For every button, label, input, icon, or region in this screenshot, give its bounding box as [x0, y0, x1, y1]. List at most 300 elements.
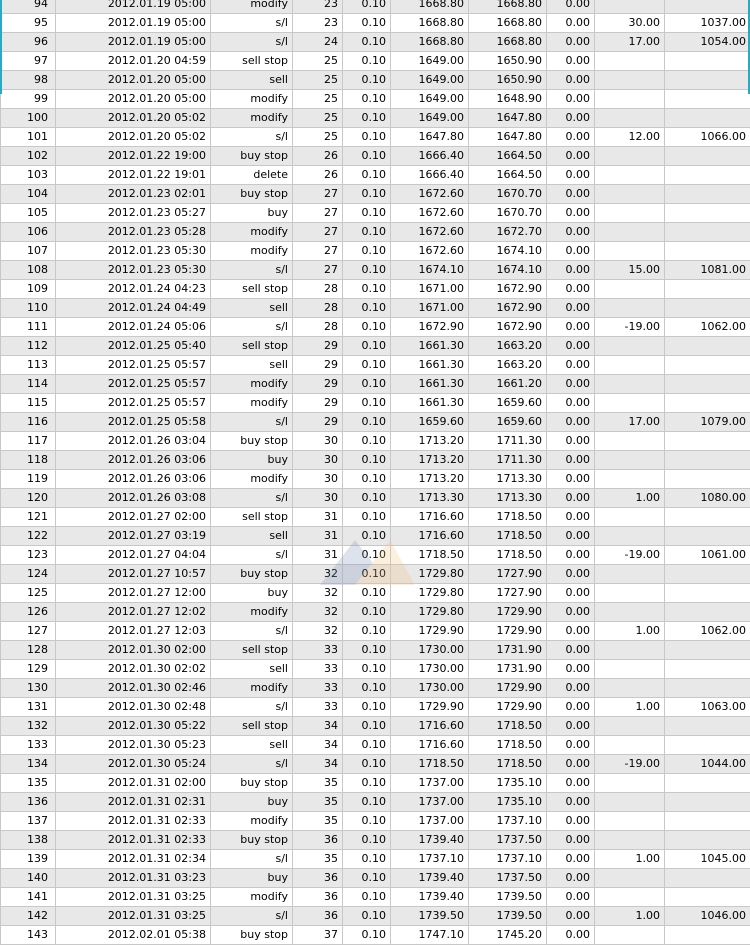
- cell-size: 0.10: [343, 926, 391, 945]
- cell-size: 0.10: [343, 280, 391, 299]
- cell-order: 36: [293, 831, 343, 850]
- cell-stop-loss: 1659.60: [469, 394, 547, 413]
- cell-balance: 1061.00: [665, 546, 750, 565]
- cell-type: buy: [211, 584, 293, 603]
- table-row[interactable]: [1, 242, 750, 261]
- cell-take-profit: 0.00: [547, 622, 595, 641]
- cell-order: 29: [293, 394, 343, 413]
- cell-order: 29: [293, 337, 343, 356]
- cell-stop-loss: 1718.50: [469, 546, 547, 565]
- cell-order: 25: [293, 128, 343, 147]
- cell-type: modify: [211, 90, 293, 109]
- cell-time: 2012.01.27 12:00: [56, 584, 211, 603]
- cell-index: 131: [1, 698, 56, 717]
- cell-index: 116: [1, 413, 56, 432]
- table-row[interactable]: [1, 508, 750, 527]
- table-row[interactable]: [1, 356, 750, 375]
- cell-size: 0.10: [343, 508, 391, 527]
- cell-size: 0.10: [343, 489, 391, 508]
- cell-take-profit: 0.00: [547, 52, 595, 71]
- cell-price: 1713.20: [391, 432, 469, 451]
- cell-balance: [665, 774, 750, 793]
- cell-size: 0.10: [343, 660, 391, 679]
- table-row[interactable]: [1, 850, 750, 869]
- cell-take-profit: 0.00: [547, 204, 595, 223]
- table-row[interactable]: [1, 52, 750, 71]
- cell-order: 28: [293, 280, 343, 299]
- cell-index: 139: [1, 850, 56, 869]
- table-row[interactable]: [1, 888, 750, 907]
- cell-time: 2012.01.25 05:57: [56, 394, 211, 413]
- cell-take-profit: 0.00: [547, 869, 595, 888]
- cell-index: 105: [1, 204, 56, 223]
- cell-balance: [665, 527, 750, 546]
- cell-time: 2012.01.20 04:59: [56, 52, 211, 71]
- cell-order: 33: [293, 660, 343, 679]
- cell-time: 2012.01.23 05:27: [56, 204, 211, 223]
- table-row[interactable]: [1, 774, 750, 793]
- table-row[interactable]: [1, 584, 750, 603]
- table-row[interactable]: [1, 337, 750, 356]
- cell-profit: [595, 888, 665, 907]
- table-row[interactable]: [1, 565, 750, 584]
- cell-price: 1737.10: [391, 850, 469, 869]
- cell-price: 1672.60: [391, 185, 469, 204]
- cell-time: 2012.01.30 05:23: [56, 736, 211, 755]
- cell-order: 33: [293, 641, 343, 660]
- cell-balance: [665, 869, 750, 888]
- cell-profit: 15.00: [595, 261, 665, 280]
- cell-stop-loss: 1668.80: [469, 14, 547, 33]
- cell-balance: [665, 679, 750, 698]
- table-row[interactable]: [1, 109, 750, 128]
- table-row[interactable]: [1, 432, 750, 451]
- cell-balance: [665, 0, 750, 14]
- table-row[interactable]: [1, 375, 750, 394]
- cell-time: 2012.01.31 03:25: [56, 888, 211, 907]
- cell-index: 118: [1, 451, 56, 470]
- table-row[interactable]: [1, 470, 750, 489]
- cell-price: 1718.50: [391, 755, 469, 774]
- cell-take-profit: 0.00: [547, 774, 595, 793]
- cell-type: s/l: [211, 261, 293, 280]
- cell-time: 2012.01.23 05:30: [56, 242, 211, 261]
- cell-profit: [595, 90, 665, 109]
- cell-profit: [595, 375, 665, 394]
- cell-price: 1729.90: [391, 698, 469, 717]
- cell-balance: 1080.00: [665, 489, 750, 508]
- cell-profit: [595, 831, 665, 850]
- cell-index: 124: [1, 565, 56, 584]
- table-row[interactable]: [1, 185, 750, 204]
- cell-type: modify: [211, 603, 293, 622]
- cell-price: 1737.00: [391, 793, 469, 812]
- cell-stop-loss: 1663.20: [469, 356, 547, 375]
- cell-take-profit: 0.00: [547, 755, 595, 774]
- cell-price: 1716.60: [391, 736, 469, 755]
- cell-order: 30: [293, 432, 343, 451]
- cell-take-profit: 0.00: [547, 90, 595, 109]
- cell-index: 138: [1, 831, 56, 850]
- table-row[interactable]: [1, 147, 750, 166]
- cell-price: 1649.00: [391, 52, 469, 71]
- cell-index: 120: [1, 489, 56, 508]
- cell-type: sell: [211, 356, 293, 375]
- cell-price: 1737.00: [391, 774, 469, 793]
- cell-take-profit: 0.00: [547, 318, 595, 337]
- cell-balance: [665, 603, 750, 622]
- cell-type: modify: [211, 223, 293, 242]
- cell-time: 2012.01.23 02:01: [56, 185, 211, 204]
- cell-profit: [595, 147, 665, 166]
- cell-balance: [665, 565, 750, 584]
- cell-index: 107: [1, 242, 56, 261]
- table-row[interactable]: [1, 318, 750, 337]
- cell-take-profit: 0.00: [547, 926, 595, 945]
- cell-index: 141: [1, 888, 56, 907]
- cell-index: 125: [1, 584, 56, 603]
- table-row[interactable]: [1, 755, 750, 774]
- cell-profit: [595, 109, 665, 128]
- cell-size: 0.10: [343, 356, 391, 375]
- table-row[interactable]: [1, 907, 750, 926]
- cell-take-profit: 0.00: [547, 660, 595, 679]
- cell-size: 0.10: [343, 299, 391, 318]
- cell-profit: [595, 565, 665, 584]
- cell-price: 1739.50: [391, 907, 469, 926]
- cell-type: s/l: [211, 14, 293, 33]
- table-row[interactable]: [1, 280, 750, 299]
- cell-size: 0.10: [343, 0, 391, 14]
- cell-time: 2012.01.24 04:49: [56, 299, 211, 318]
- cell-time: 2012.01.27 02:00: [56, 508, 211, 527]
- cell-profit: [595, 451, 665, 470]
- cell-balance: [665, 52, 750, 71]
- cell-balance: [665, 926, 750, 945]
- cell-index: 143: [1, 926, 56, 945]
- table-row[interactable]: [1, 413, 750, 432]
- cell-take-profit: 0.00: [547, 831, 595, 850]
- table-row[interactable]: [1, 451, 750, 470]
- cell-order: 25: [293, 109, 343, 128]
- cell-take-profit: 0.00: [547, 508, 595, 527]
- table-row[interactable]: [1, 546, 750, 565]
- cell-index: 135: [1, 774, 56, 793]
- cell-stop-loss: 1713.30: [469, 489, 547, 508]
- table-row[interactable]: [1, 679, 750, 698]
- cell-index: 109: [1, 280, 56, 299]
- cell-type: modify: [211, 470, 293, 489]
- cell-take-profit: 0.00: [547, 888, 595, 907]
- cell-time: 2012.01.26 03:04: [56, 432, 211, 451]
- cell-size: 0.10: [343, 242, 391, 261]
- cell-stop-loss: 1668.80: [469, 0, 547, 14]
- cell-profit: 1.00: [595, 489, 665, 508]
- cell-time: 2012.01.26 03:06: [56, 470, 211, 489]
- table-row[interactable]: [1, 831, 750, 850]
- cell-take-profit: 0.00: [547, 812, 595, 831]
- cell-index: 126: [1, 603, 56, 622]
- cell-take-profit: 0.00: [547, 850, 595, 869]
- table-row[interactable]: [1, 603, 750, 622]
- cell-order: 36: [293, 869, 343, 888]
- cell-size: 0.10: [343, 318, 391, 337]
- cell-order: 35: [293, 850, 343, 869]
- table-row[interactable]: [1, 641, 750, 660]
- cell-price: 1729.90: [391, 622, 469, 641]
- cell-time: 2012.01.20 05:02: [56, 109, 211, 128]
- cell-stop-loss: 1731.90: [469, 641, 547, 660]
- cell-time: 2012.01.31 03:25: [56, 907, 211, 926]
- cell-take-profit: 0.00: [547, 242, 595, 261]
- cell-time: 2012.01.31 02:34: [56, 850, 211, 869]
- cell-type: modify: [211, 812, 293, 831]
- cell-order: 29: [293, 375, 343, 394]
- cell-price: 1671.00: [391, 280, 469, 299]
- cell-index: 140: [1, 869, 56, 888]
- table-row[interactable]: [1, 14, 750, 33]
- cell-time: 2012.01.20 05:00: [56, 90, 211, 109]
- cell-price: 1672.60: [391, 242, 469, 261]
- cell-balance: [665, 717, 750, 736]
- table-row[interactable]: [1, 90, 750, 109]
- cell-size: 0.10: [343, 907, 391, 926]
- cell-balance: [665, 584, 750, 603]
- table-row[interactable]: [1, 71, 750, 90]
- cell-stop-loss: 1718.50: [469, 736, 547, 755]
- cell-index: 132: [1, 717, 56, 736]
- cell-time: 2012.01.25 05:58: [56, 413, 211, 432]
- cell-profit: [595, 774, 665, 793]
- cell-balance: 1066.00: [665, 128, 750, 147]
- cell-take-profit: 0.00: [547, 603, 595, 622]
- table-row[interactable]: [1, 736, 750, 755]
- cell-take-profit: 0.00: [547, 356, 595, 375]
- cell-size: 0.10: [343, 166, 391, 185]
- cell-price: 1729.80: [391, 603, 469, 622]
- cell-type: sell stop: [211, 52, 293, 71]
- table-row[interactable]: [1, 660, 750, 679]
- cell-profit: [595, 204, 665, 223]
- cell-take-profit: 0.00: [547, 299, 595, 318]
- cell-price: 1666.40: [391, 166, 469, 185]
- cell-balance: [665, 147, 750, 166]
- cell-take-profit: 0.00: [547, 470, 595, 489]
- table-row[interactable]: [1, 166, 750, 185]
- cell-stop-loss: 1672.90: [469, 299, 547, 318]
- table-row[interactable]: [1, 926, 750, 945]
- cell-size: 0.10: [343, 470, 391, 489]
- cell-time: 2012.01.31 02:31: [56, 793, 211, 812]
- table-row[interactable]: [1, 489, 750, 508]
- table-row[interactable]: [1, 33, 750, 52]
- cell-stop-loss: 1664.50: [469, 166, 547, 185]
- cell-index: 123: [1, 546, 56, 565]
- cell-balance: [665, 109, 750, 128]
- table-row[interactable]: [1, 793, 750, 812]
- cell-take-profit: 0.00: [547, 261, 595, 280]
- cell-time: 2012.01.24 05:06: [56, 318, 211, 337]
- table-row[interactable]: [1, 394, 750, 413]
- cell-index: 129: [1, 660, 56, 679]
- table-row[interactable]: [1, 698, 750, 717]
- table-row[interactable]: [1, 204, 750, 223]
- table-row[interactable]: [1, 869, 750, 888]
- cell-size: 0.10: [343, 717, 391, 736]
- cell-size: 0.10: [343, 128, 391, 147]
- table-row[interactable]: [1, 299, 750, 318]
- table-row[interactable]: [1, 812, 750, 831]
- cell-profit: [595, 356, 665, 375]
- cell-index: 113: [1, 356, 56, 375]
- table-row[interactable]: [1, 527, 750, 546]
- cell-index: 94: [1, 0, 56, 14]
- cell-stop-loss: 1729.90: [469, 679, 547, 698]
- cell-profit: [595, 223, 665, 242]
- table-row[interactable]: [1, 0, 750, 14]
- cell-profit: [595, 71, 665, 90]
- cell-profit: [595, 812, 665, 831]
- cell-balance: [665, 71, 750, 90]
- cell-balance: [665, 280, 750, 299]
- cell-index: 104: [1, 185, 56, 204]
- cell-price: 1659.60: [391, 413, 469, 432]
- cell-take-profit: 0.00: [547, 641, 595, 660]
- cell-time: 2012.01.19 05:00: [56, 14, 211, 33]
- cell-price: 1730.00: [391, 679, 469, 698]
- cell-time: 2012.01.30 02:46: [56, 679, 211, 698]
- trade-history-body: [1, 0, 750, 945]
- cell-profit: [595, 584, 665, 603]
- cell-price: 1716.60: [391, 527, 469, 546]
- cell-balance: 1062.00: [665, 318, 750, 337]
- cell-order: 32: [293, 584, 343, 603]
- cell-type: sell stop: [211, 337, 293, 356]
- cell-size: 0.10: [343, 527, 391, 546]
- cell-profit: [595, 793, 665, 812]
- cell-stop-loss: 1648.90: [469, 90, 547, 109]
- cell-index: 111: [1, 318, 56, 337]
- cell-size: 0.10: [343, 90, 391, 109]
- cell-balance: [665, 508, 750, 527]
- cell-time: 2012.01.30 02:48: [56, 698, 211, 717]
- cell-profit: [595, 337, 665, 356]
- cell-order: 34: [293, 755, 343, 774]
- cell-type: sell stop: [211, 508, 293, 527]
- cell-stop-loss: 1729.90: [469, 603, 547, 622]
- table-row[interactable]: [1, 717, 750, 736]
- cell-size: 0.10: [343, 755, 391, 774]
- cell-type: modify: [211, 888, 293, 907]
- cell-profit: [595, 432, 665, 451]
- cell-index: 99: [1, 90, 56, 109]
- cell-price: 1672.60: [391, 204, 469, 223]
- cell-stop-loss: 1731.90: [469, 660, 547, 679]
- cell-index: 108: [1, 261, 56, 280]
- cell-price: 1730.00: [391, 660, 469, 679]
- cell-stop-loss: 1745.20: [469, 926, 547, 945]
- cell-balance: [665, 223, 750, 242]
- cell-type: sell stop: [211, 280, 293, 299]
- cell-index: 128: [1, 641, 56, 660]
- cell-size: 0.10: [343, 33, 391, 52]
- cell-size: 0.10: [343, 71, 391, 90]
- cell-size: 0.10: [343, 641, 391, 660]
- table-row[interactable]: [1, 622, 750, 641]
- cell-order: 30: [293, 470, 343, 489]
- cell-size: 0.10: [343, 622, 391, 641]
- cell-stop-loss: 1735.10: [469, 774, 547, 793]
- cell-balance: [665, 470, 750, 489]
- cell-type: sell: [211, 660, 293, 679]
- cell-stop-loss: 1737.10: [469, 850, 547, 869]
- cell-type: sell stop: [211, 641, 293, 660]
- cell-price: 1729.80: [391, 565, 469, 584]
- cell-type: buy stop: [211, 147, 293, 166]
- cell-balance: [665, 812, 750, 831]
- cell-order: 29: [293, 356, 343, 375]
- cell-index: 101: [1, 128, 56, 147]
- cell-balance: [665, 90, 750, 109]
- cell-time: 2012.01.31 03:23: [56, 869, 211, 888]
- cell-stop-loss: 1647.80: [469, 109, 547, 128]
- cell-take-profit: 0.00: [547, 432, 595, 451]
- cell-stop-loss: 1737.10: [469, 812, 547, 831]
- cell-balance: [665, 299, 750, 318]
- cell-price: 1661.30: [391, 337, 469, 356]
- cell-take-profit: 0.00: [547, 698, 595, 717]
- cell-stop-loss: 1650.90: [469, 52, 547, 71]
- cell-stop-loss: 1718.50: [469, 508, 547, 527]
- cell-order: 35: [293, 812, 343, 831]
- cell-size: 0.10: [343, 261, 391, 280]
- cell-take-profit: 0.00: [547, 14, 595, 33]
- cell-time: 2012.01.24 04:23: [56, 280, 211, 299]
- cell-order: 25: [293, 52, 343, 71]
- table-row[interactable]: [1, 261, 750, 280]
- cell-order: 30: [293, 489, 343, 508]
- cell-index: 110: [1, 299, 56, 318]
- cell-profit: [595, 641, 665, 660]
- cell-stop-loss: 1729.90: [469, 622, 547, 641]
- cell-price: 1739.40: [391, 831, 469, 850]
- cell-time: 2012.01.25 05:57: [56, 356, 211, 375]
- cell-price: 1730.00: [391, 641, 469, 660]
- table-row[interactable]: [1, 128, 750, 147]
- cell-stop-loss: 1672.90: [469, 318, 547, 337]
- cell-size: 0.10: [343, 698, 391, 717]
- cell-time: 2012.01.25 05:57: [56, 375, 211, 394]
- cell-take-profit: 0.00: [547, 527, 595, 546]
- cell-profit: [595, 660, 665, 679]
- cell-stop-loss: 1663.20: [469, 337, 547, 356]
- cell-take-profit: 0.00: [547, 280, 595, 299]
- cell-take-profit: 0.00: [547, 679, 595, 698]
- cell-profit: 17.00: [595, 33, 665, 52]
- cell-profit: -19.00: [595, 755, 665, 774]
- table-row[interactable]: [1, 223, 750, 242]
- cell-stop-loss: 1711.30: [469, 432, 547, 451]
- cell-order: 37: [293, 926, 343, 945]
- cell-time: 2012.01.20 05:00: [56, 71, 211, 90]
- cell-balance: 1037.00: [665, 14, 750, 33]
- cell-profit: [595, 470, 665, 489]
- cell-time: 2012.02.01 05:38: [56, 926, 211, 945]
- cell-balance: [665, 185, 750, 204]
- cell-profit: -19.00: [595, 546, 665, 565]
- cell-time: 2012.01.22 19:01: [56, 166, 211, 185]
- cell-profit: 1.00: [595, 907, 665, 926]
